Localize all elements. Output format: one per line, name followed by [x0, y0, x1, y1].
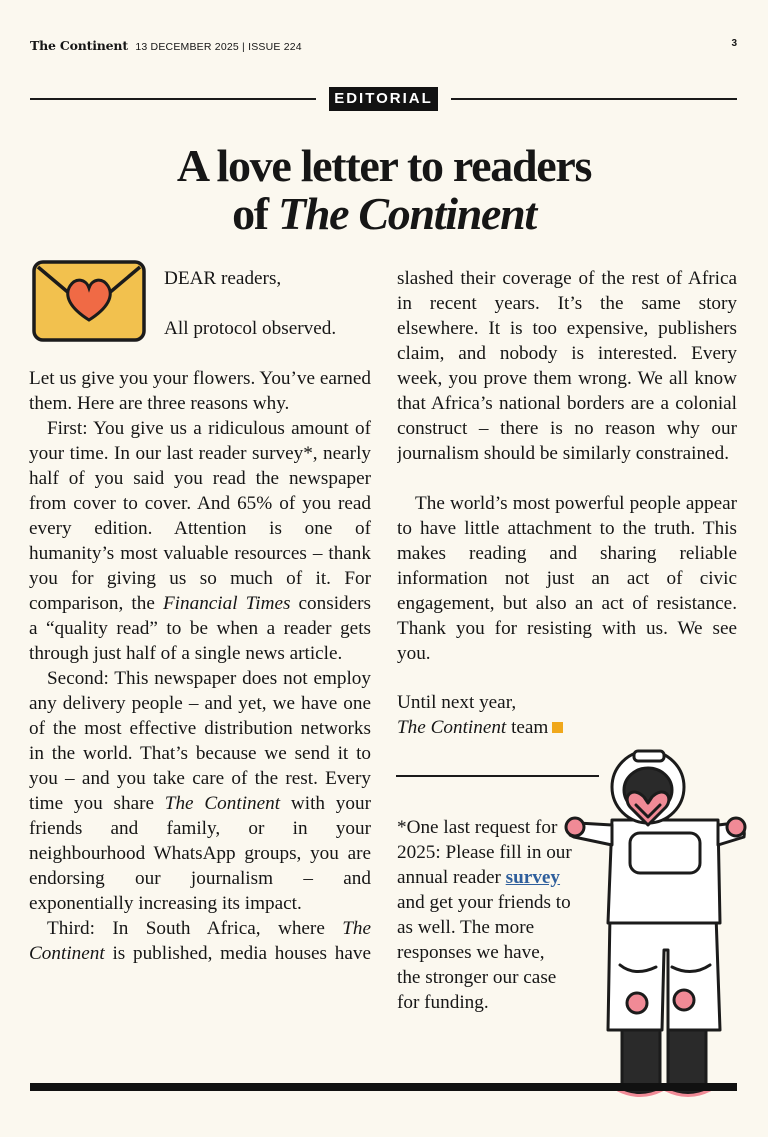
end-mark-icon	[552, 722, 563, 733]
footnote	[397, 815, 572, 1015]
paragraph-second-a: Second: This newspaper does not employ any delivery people – and yet, we have one of the most effective distribution networks in the world. That’s because we send it to you – and you take care of the rest. Every time you share	[29, 668, 371, 814]
publication-name: The Continent	[164, 793, 281, 814]
paragraph-first-b: considers a “quality read” to be when a reader gets through just half of a single news article.	[29, 593, 371, 664]
headline	[0, 142, 768, 238]
issue-meta: 13 DECEMBER 2025 | ISSUE 224	[135, 41, 302, 53]
headline-prefix: of	[232, 188, 279, 239]
paragraph-third-a: Third: In South Africa, where	[47, 918, 343, 939]
paragraph-third-b: is published, media houses have	[112, 943, 371, 964]
intro-paragraph: Let us give you your flowers. You’ve earned them. Here are three reasons why.	[29, 368, 371, 414]
paragraph-second-b: with your friends and family, or in your neighbourhood WhatsApp groups, you are endorsing our journalism – and exponentially increasing its impact.	[29, 793, 371, 914]
headline-publication: The Continent	[278, 188, 536, 239]
bottom-rule	[30, 1083, 737, 1091]
column-right	[397, 266, 737, 666]
section-rule-left	[30, 98, 316, 100]
protocol-line: All protocol observed.	[164, 318, 337, 339]
signoff-line: Until next year,	[397, 692, 517, 713]
column-left	[29, 366, 371, 966]
paragraph-third-b: slashed their coverage of the rest of Africa in recent years. It’s the same story elsewhere. It is too expensive, publishers claim, and nobody is interested. Every week, you prove them wrong. We all know that Africa’s national borders are a colonial construct – there is no reason why our journalism should be similarly constrained.	[397, 268, 737, 464]
footnote-text-a: *One last request for 2025: Please fill in our annual reader	[397, 817, 572, 888]
page-header	[30, 37, 737, 53]
signoff-team-word: team	[506, 717, 549, 738]
footnote-text-b: and get your friends to as well. The more responses we have, the stronger our case for funding.	[397, 892, 571, 1013]
astronaut-heart-hands-illustration	[560, 745, 750, 1100]
section-label: EDITORIAL	[329, 87, 438, 111]
page-number: 3	[731, 38, 737, 49]
paragraph-third-flow	[397, 266, 737, 466]
publication-name: Financial Times	[162, 593, 291, 614]
salutation: DEAR readers,	[164, 268, 282, 289]
heart-envelope-icon	[30, 258, 148, 344]
section-rule-right	[451, 98, 737, 100]
headline-line-2	[0, 190, 768, 238]
headline-line-1: A love letter to readers	[176, 140, 592, 191]
closing-paragraph: The world’s most powerful people appear to have little attachment to the truth. This makes reading and sharing reliable information not just an act of civic engagement, but also an act of resistance. Thank you for resisting with us. We see you.	[397, 493, 737, 664]
paragraph-third	[29, 916, 371, 966]
paragraph-first	[29, 416, 371, 666]
signoff	[397, 690, 637, 740]
paragraph-first-a: First: You give us a ridiculous amount of your time. In our last reader survey*, nearly half of you said you read the newspaper from cover to cover. And 65% of you read every edition. Attention is one of humanity’s most valuable resources – thank you for giving us so much of it. For comparison, the	[29, 418, 371, 614]
signoff-publication: The Continent	[397, 717, 507, 738]
survey-link[interactable]: survey	[505, 867, 561, 888]
signoff-team	[397, 715, 637, 740]
masthead-brand: The Continent	[30, 38, 128, 53]
paragraph-third-continued	[397, 266, 737, 491]
paragraph-second	[29, 666, 371, 916]
publication-name: The Continent	[29, 918, 371, 964]
